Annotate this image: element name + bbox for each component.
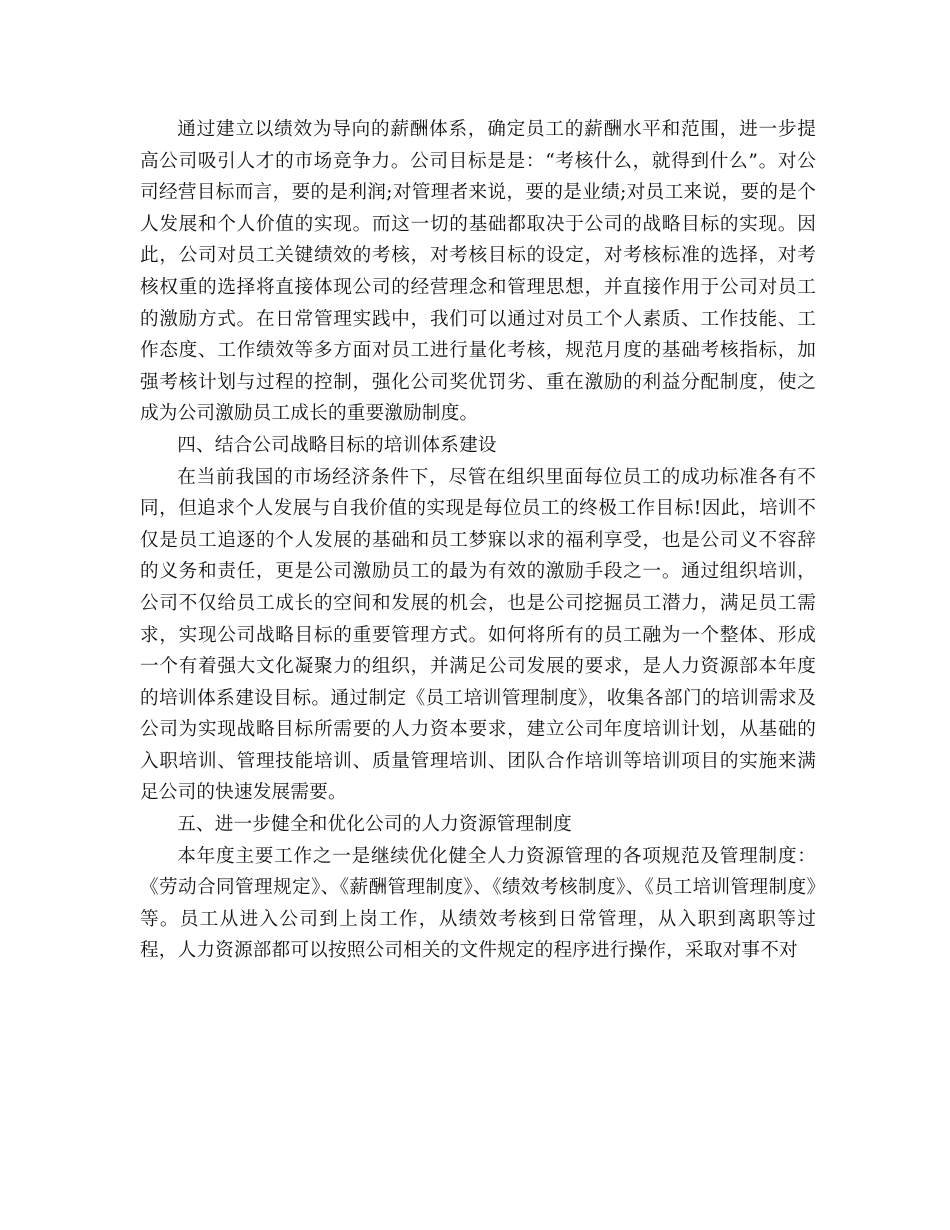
section-heading-training: 四、结合公司战略目标的培训体系建设 xyxy=(177,434,497,456)
paragraph-hr-policies: 本年度主要工作之一是继续优化健全人力资源管理的各项规范及管理制度：《劳动合同管理规定》、《薪酬管理制度》、《绩效考核制度》、《员工培训管理制度》等。员工从进入公司到上岗工作，从绩效考核到日常管理，从入职到离职等过程，人力资源部都可以按照公司相关的文件规定的程序进行操作，采取对事不对 xyxy=(140,845,816,962)
section-heading-hr-policies: 五、进一步健全和优化公司的人力资源管理制度 xyxy=(177,814,572,836)
document-body xyxy=(140,114,816,967)
paragraph-performance-pay: 通过建立以绩效为导向的薪酬体系，确定员工的薪酬水平和范围，进一步提高公司吸引人才的市场竞争力。公司目标是是：“考核什么，就得到什么”。对公司经营目标而言，要的是利润;对管理者来说，要的是业绩;对员工来说，要的是个人发展和个人价值的实现。而这一切的基础都取决于公司的战略目标的实现。因此，公司对员工关键绩效的考核，对考核目标的设定，对考核标准的选择，对考核权重的选择将直接体现公司的经营理念和管理思想，并直接作用于公司对员工的激励方式。在日常管理实践中，我们可以通过对员工个人素质、工作技能、工作态度、工作绩效等多方面对员工进行量化考核，规范月度的基础考核指标，加强考核计划与过程的控制，强化公司奖优罚劣、重在激励的利益分配制度，使之成为公司激励员工成长的重要激励制度。 xyxy=(140,119,816,425)
paragraph-training-system: 在当前我国的市场经济条件下，尽管在组织里面每位员工的成功标准各有不同，但追求个人发展与自我价值的实现是每位员工的终极工作目标!因此，培训不仅是员工追逐的个人发展的基础和员工梦寐以求的福利享受，也是公司义不容辞的义务和责任，更是公司激励员工的最为有效的激励手段之一。通过组织培训，公司不仅给员工成长的空间和发展的机会，也是公司挖掘员工潜力，满足员工需求，实现公司战略目标的重要管理方式。如何将所有的员工融为一个整体、形成一个有着强大文化凝聚力的组织，并满足公司发展的要求，是人力资源部本年度的培训体系建设目标。通过制定《员工培训管理制度》，收集各部门的培训需求及公司为实现战略目标所需要的人力资本要求，建立公司年度培训计划，从基础的入职培训、管理技能培训、质量管理培训、团队合作培训等培训项目的实施来满足公司的快速发展需要。 xyxy=(140,466,816,804)
